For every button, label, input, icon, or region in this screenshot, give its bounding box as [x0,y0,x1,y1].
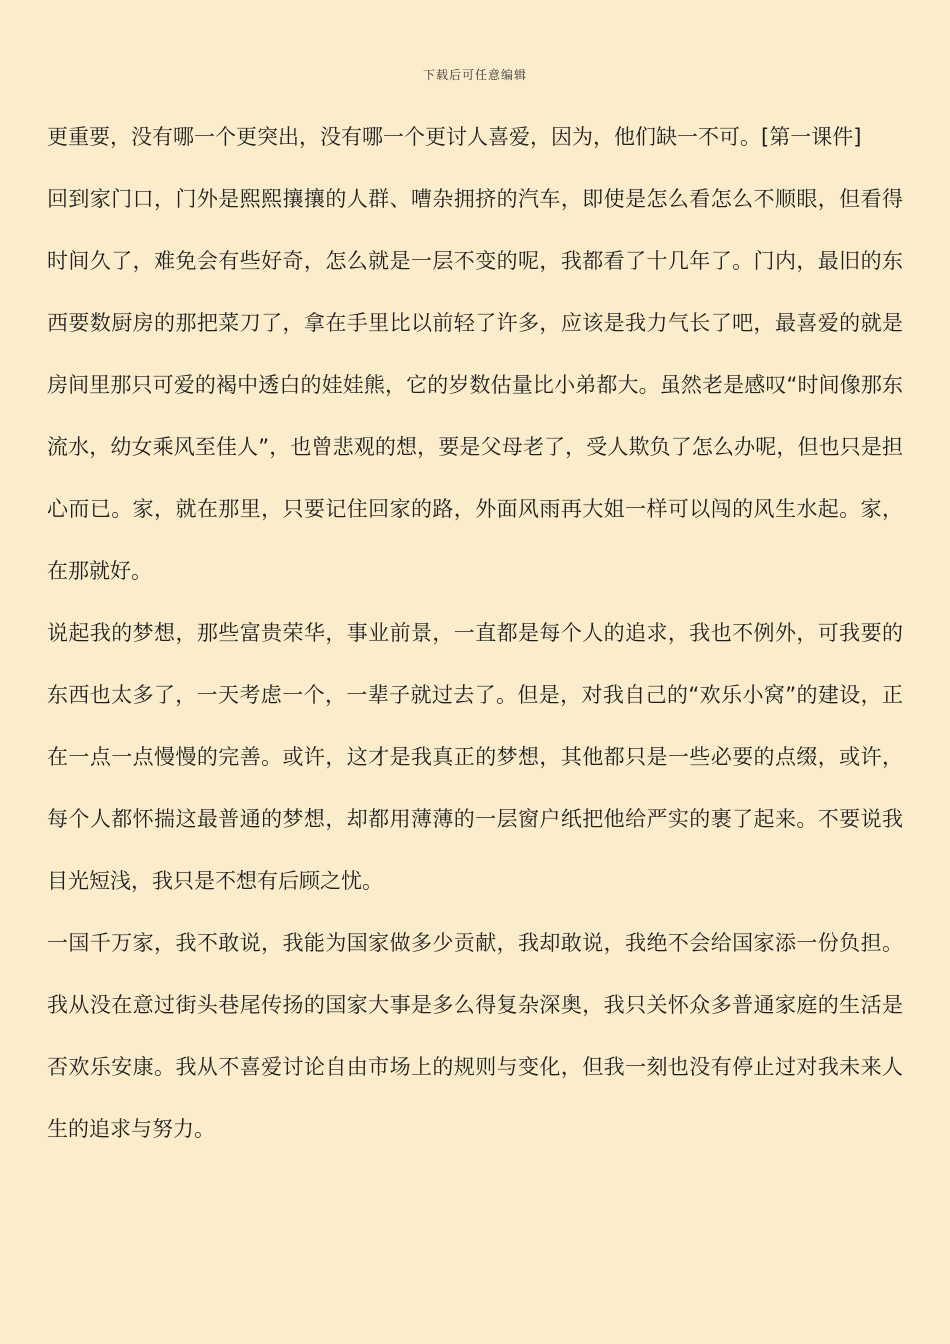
paragraph-4: 一国千万家，我不敢说，我能为国家做多少贡献，我却敢说，我绝不会给国家添一份负担。我从没在意过街头巷尾传扬的国家大事是多么得复杂深奥，我只关怀众多普通家庭的生活是否欢乐安康。我从不喜爱讨论自由市场上的规则与变化，但我一刻也没有停止过对我未来人生的追求与努力。 [47,931,903,1141]
paragraph-3: 说起我的梦想，那些富贵荣华，事业前景，一直都是每个人的追求，我也不例外，可我要的东西也太多了，一天考虑一个，一辈子就过去了。但是，对我自己的“欢乐小窝”的建设，正在一点一点慢慢的完善。或许，这才是我真正的梦想，其他都只是一些必要的点缀，或许，每个人都怀揣这最普通的梦想，却都用薄薄的一层窗户纸把他给严实的裹了起来。不要说我目光短浅，我只是不想有后顾之忧。 [47,621,903,893]
paragraph-1: 更重要，没有哪一个更突出，没有哪一个更讨人喜爱，因为，他们缺一不可。[第一课件] [47,125,862,149]
page-header: 下载后可任意编辑 [422,68,527,82]
document-body [47,106,903,1160]
paragraph-2: 回到家门口，门外是熙熙攘攘的人群、嘈杂拥挤的汽车，即使是怎么看怎么不顺眼，但看得时间久了，难免会有些好奇，怎么就是一层不变的呢，我都看了十几年了。门内，最旧的东西要数厨房的那把菜刀了，拿在手里比以前轻了许多，应该是我力气长了吧，最喜爱的就是房间里那只可爱的褐中透白的娃娃熊，它的岁数估量比小弟都大。虽然老是感叹“时间像那东流水，幼女乘风至佳人”，也曾悲观的想，要是父母老了，受人欺负了怎么办呢，但也只是担心而已。家，就在那里，只要记住回家的路，外面风雨再大姐一样可以闯的风生水起。家，在那就好。 [47,187,903,583]
